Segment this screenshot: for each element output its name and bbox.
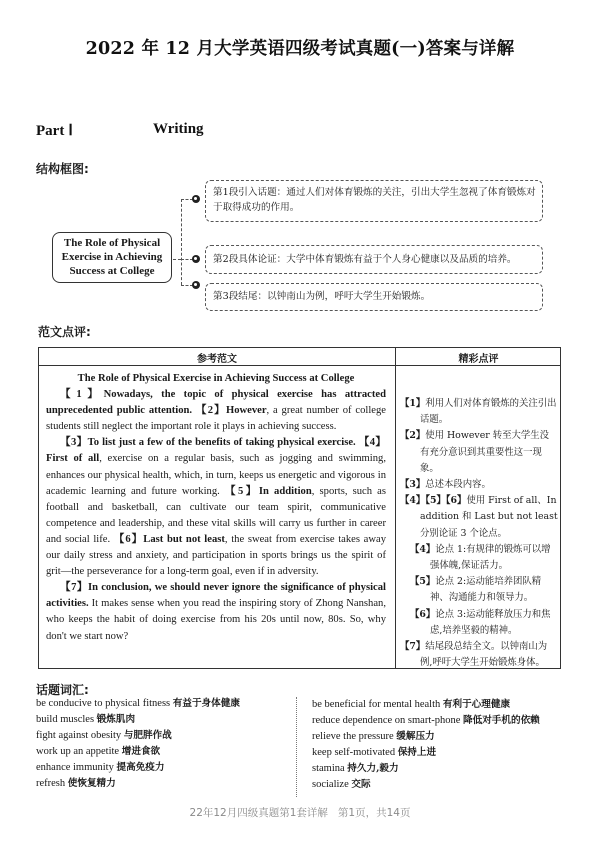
arrow-bullet-icon bbox=[192, 195, 200, 203]
vocab-english: be beneficial for mental health bbox=[312, 699, 443, 710]
essay-text: , exercise on a regular basis, such as jogging and swimming, enhances our physical health, which, in turn, keeps us energetic and vigorous in academic learning and future working. bbox=[46, 453, 386, 497]
vocab-english: keep self-motivated bbox=[312, 747, 398, 758]
comment-item bbox=[400, 639, 558, 671]
comment-text: 论点 3:运动能释放压力和焦虑,培养坚毅的精神。 bbox=[430, 608, 551, 636]
essay-key-phrase: 【4】First of all bbox=[46, 437, 386, 465]
part-heading bbox=[36, 121, 204, 140]
center-line: Exercise in Achieving bbox=[61, 251, 163, 263]
diagram-branch-2: 第2段具体论证：大学中体育锻炼有益于个人身心健康以及品质的培养。 bbox=[205, 245, 543, 274]
comment-number: 【5】 bbox=[410, 576, 436, 588]
document-title: 2022 年 12 月大学英语四级考试真题(一)答案与详解 bbox=[85, 39, 515, 59]
vocab-item bbox=[36, 744, 291, 760]
column-divider bbox=[395, 348, 396, 668]
vocab-chinese: 降低对手机的依赖 bbox=[463, 715, 540, 726]
vocab-list-left bbox=[36, 696, 291, 792]
column-header-comments: 精彩点评 bbox=[458, 354, 499, 365]
comment-text: 总述本段内容。 bbox=[425, 479, 491, 491]
vocab-item bbox=[36, 728, 291, 744]
comment-item bbox=[400, 493, 558, 542]
comment-number: 【4】【5】【6】 bbox=[400, 495, 467, 507]
comment-number: 【6】 bbox=[410, 608, 436, 620]
essay-paragraph bbox=[46, 580, 386, 644]
vocab-item bbox=[36, 712, 291, 728]
comment-text: 论点 2:运动能培养团队精神、沟通能力和领导力。 bbox=[430, 576, 542, 604]
center-line: Success at College bbox=[69, 265, 155, 277]
structure-diagram bbox=[0, 180, 600, 310]
comment-number: 【4】 bbox=[410, 543, 436, 555]
model-essay bbox=[46, 371, 386, 645]
comment-number: 【3】 bbox=[400, 479, 426, 491]
essay-text: , the sweat from exercise takes away our daily stress and anxiety, and participation in sports brings us the spirit of grit—the perseverance for a long-term goal, even if in adversity. bbox=[46, 533, 386, 578]
connector-line bbox=[173, 259, 181, 260]
comment-text: 使用 However 转至大学生没有充分意识到其重要性这一现象。 bbox=[420, 430, 549, 474]
diagram-branch-1: 第1段引入话题：通过人们对体育锻炼的关注，引出大学生忽视了体育锻炼对于取得成功的作用。 bbox=[205, 180, 543, 222]
vocab-chinese: 有利于心理健康 bbox=[442, 699, 511, 710]
vocab-item bbox=[312, 761, 592, 777]
vocab-chinese: 交际 bbox=[351, 779, 371, 790]
vocab-english: fight against obesity bbox=[36, 730, 124, 741]
essay-paragraph bbox=[46, 435, 386, 580]
essay-title: The Role of Physical Exercise in Achieving Success at College bbox=[77, 373, 355, 384]
vocab-english: be conducive to physical fitness bbox=[36, 698, 173, 709]
essay-text: It makes sense when you read the inspiring story of Zhong Nanshan, who keeps the habit of doing exercise from his 20s until now, 80s. So, why don't we start now? bbox=[46, 598, 386, 642]
vocab-english: build muscles bbox=[36, 714, 97, 725]
comment-item bbox=[400, 396, 558, 428]
vocab-chinese: 增进食欲 bbox=[121, 746, 161, 757]
essay-key-phrase: 【3】To list just a few of the benefits of taking physical exercise. bbox=[60, 437, 356, 449]
page-footer bbox=[0, 805, 600, 820]
vocab-list-right bbox=[312, 697, 592, 793]
vocab-item bbox=[36, 760, 291, 776]
comment-item bbox=[400, 542, 558, 574]
vocab-item bbox=[36, 696, 291, 712]
vocab-english: stamina bbox=[312, 763, 348, 774]
diagram-branch-3: 第3段结尾：以钟南山为例，呼吁大学生开始锻炼。 bbox=[205, 283, 543, 311]
connector-line bbox=[181, 199, 182, 285]
comment-number: 【7】 bbox=[400, 641, 426, 653]
essay-key-phrase: 【7】In conclusion, we should never ignore the significance of physical activities. bbox=[46, 582, 386, 610]
essay-key-phrase: 【5】In addition bbox=[224, 485, 312, 497]
essay-paragraph bbox=[46, 387, 386, 435]
diagram-center-topic bbox=[52, 232, 172, 283]
vocab-english: reduce dependence on smart-phone bbox=[312, 715, 464, 726]
vocab-item bbox=[312, 777, 592, 793]
comment-text: 利用人们对体育锻炼的关注引出话题。 bbox=[420, 398, 557, 426]
vocab-english: enhance immunity bbox=[36, 762, 117, 773]
vocab-divider bbox=[296, 697, 297, 797]
vocab-chinese: 锻炼肌肉 bbox=[96, 714, 136, 725]
essay-review-table bbox=[38, 347, 561, 669]
vocab-chinese: 持久力,毅力 bbox=[347, 763, 399, 774]
comment-item bbox=[400, 477, 558, 493]
part-name: Writing bbox=[153, 121, 204, 137]
vocab-heading: 话题词汇: bbox=[36, 683, 89, 697]
part-number: Ⅰ bbox=[68, 123, 73, 139]
vocab-item bbox=[312, 745, 592, 761]
part-label: Part bbox=[36, 123, 65, 139]
comment-text: 使用 First of all、In addition 和 Last but not least 分别论证 3 个论点。 bbox=[420, 495, 558, 539]
center-line: The Role of Physical bbox=[63, 237, 161, 249]
essay-key-phrase: 【6】Last but not least bbox=[113, 533, 225, 545]
vocab-chinese: 缓解压力 bbox=[396, 731, 435, 742]
comment-item bbox=[400, 574, 558, 606]
vocab-english: relieve the pressure bbox=[312, 731, 397, 742]
vocab-english: work up an appetite bbox=[36, 746, 122, 757]
comment-text: 论点 1:有规律的锻炼可以增强体魄,保证活力。 bbox=[430, 543, 551, 572]
table-header-row bbox=[39, 348, 560, 366]
essay-key-phrase: 【2】However bbox=[195, 405, 267, 417]
comment-number: 【2】 bbox=[400, 430, 426, 442]
footer-doc-name: 22年12月四级真题第1套详解 bbox=[189, 807, 328, 819]
vocab-chinese: 提高免疫力 bbox=[116, 762, 165, 773]
vocab-english: refresh bbox=[36, 778, 68, 789]
vocab-item bbox=[312, 713, 592, 729]
essay-text: , a great number of college students still neglect the important role it plays in achieving success. bbox=[46, 405, 386, 433]
review-heading: 范文点评: bbox=[38, 325, 91, 339]
vocab-item bbox=[312, 729, 592, 745]
comment-text: 结尾段总结全文。以钟南山为例,呼吁大学生开始锻炼身体。 bbox=[420, 641, 548, 669]
comment-item bbox=[400, 607, 558, 639]
vocab-chinese: 与肥胖作战 bbox=[123, 730, 172, 741]
vocab-chinese: 保持上进 bbox=[397, 747, 437, 758]
comment-item bbox=[400, 428, 558, 477]
arrow-bullet-icon bbox=[192, 255, 200, 263]
vocab-item bbox=[312, 697, 592, 713]
vocab-item bbox=[36, 776, 291, 792]
column-header-essay: 参考范文 bbox=[197, 354, 237, 365]
arrow-bullet-icon bbox=[192, 281, 200, 289]
comment-number: 【1】 bbox=[400, 398, 426, 409]
footer-page-info: 第1页，共14页 bbox=[337, 807, 411, 819]
essay-text: , sports, such as football and basketball, can cultivate our team spirit, communicative competence and leadership, and these vital skills will carry us further in career and social life. bbox=[46, 485, 386, 545]
vocab-chinese: 使恢复精力 bbox=[67, 778, 116, 789]
vocab-english: socialize bbox=[312, 779, 352, 790]
structure-heading: 结构框图: bbox=[36, 162, 89, 176]
essay-key-phrase: 【1】Nowadays, the topic of physical exercise has attracted unprecedented public attention. bbox=[46, 389, 386, 417]
comments-list bbox=[400, 396, 558, 671]
vocab-chinese: 有益于身体健康 bbox=[172, 698, 240, 709]
